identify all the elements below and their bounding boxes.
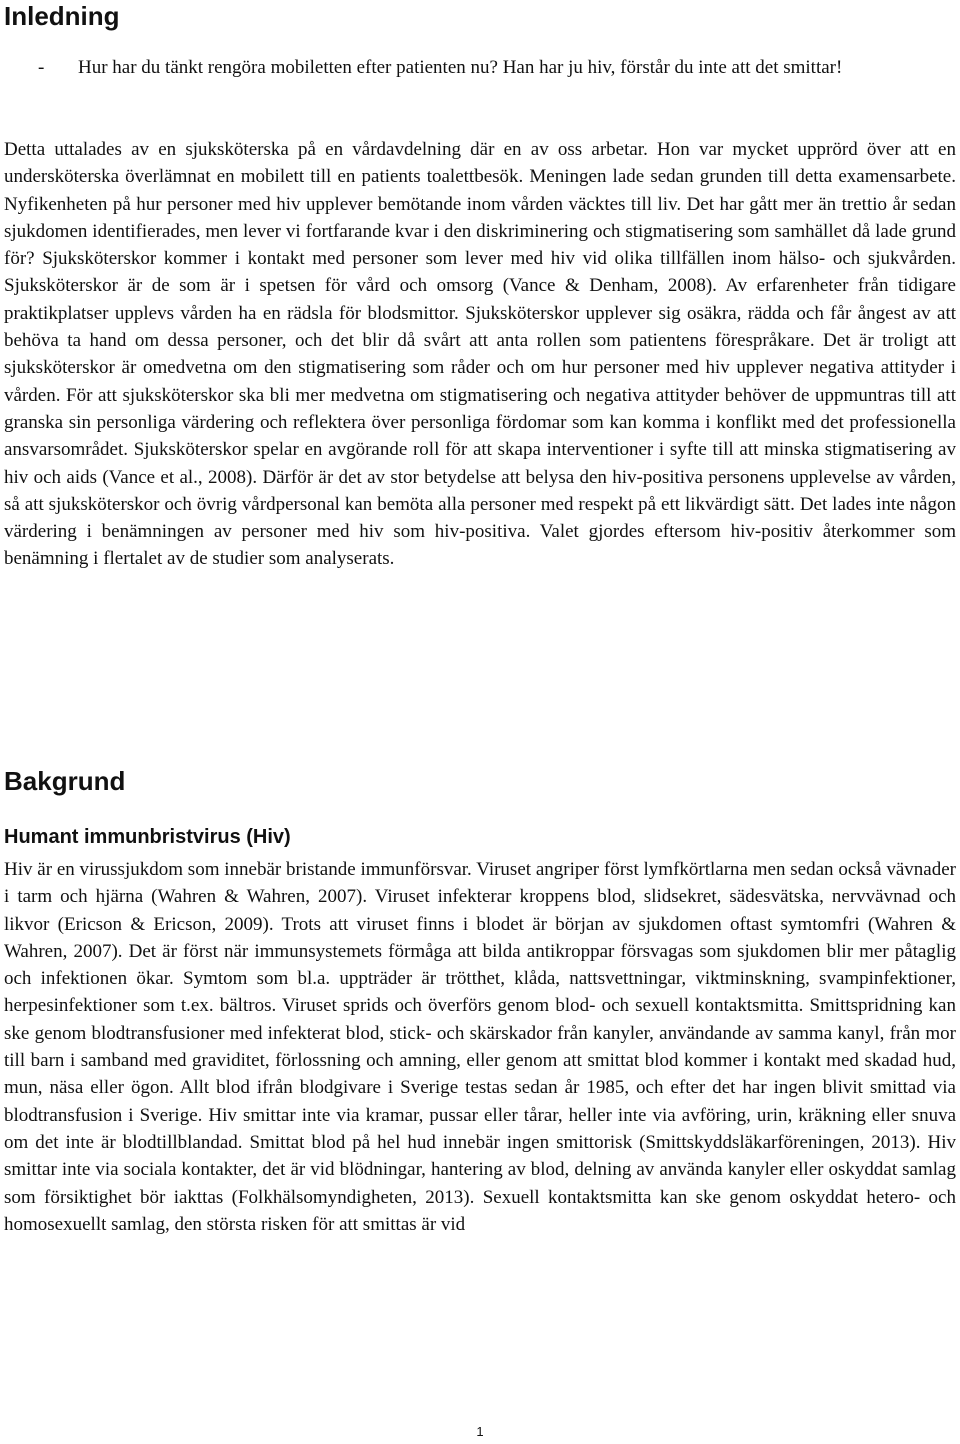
quote-dash: -	[38, 57, 45, 78]
paragraph-inledning: Detta uttalades av en sjuksköterska på en vårdavdelning där en av oss arbetar. Hon var mycket upprörd över att en undersköterska överlämnat en mobilett till en patients toalettbesök. Meningen lade sedan grunden till detta examensarbete. Nyfikenheten på hur personer med hiv upplever bemötande inom vården väcktes till liv. Det har gått mer än trettio år sedan sjukdomen identifierades, men lever vi fortfarande kvar i den diskriminering och stigmatisering som samhället då lade grund för? Sjuksköterskor kommer i kontakt med personer som lever med hiv vid olika tillfällen inom hälso- och sjukvården. Sjuksköterskor är de som är i spetsen för vård och omsorg (Vance & Denham, 2008). Av erfarenheter från tidigare praktikplatser upplevs vården ha en rädsla för blodsmittor. Sjuksköterskor upplever sig osäkra, rädda och får ångest av att behöva ta hand om dessa personer, och det blir då svårt att anta rollen som patientens förespråkare. Det är troligt att sjuksköterskor är omedvetna om den stigmatisering som råder och om hur personer med hiv upplever negativa attityder i vården. För att sjuksköterskor ska bli mer medvetna om stigmatisering och negativa attityder behöver de uppmuntras till att granska sin personliga värdering och reflektera över personliga fördomar som kan komma i konflikt med det professionella ansvarsområdet. Sjuksköterskor spelar en avgörande roll för att skapa interventioner i syfte till att minska stigmatisering av hiv och aids (Vance et al., 2008). Därför är det av stor betydelse att belysa den hiv-positiva personens upplevelse av vården, så att sjuksköterskor och övrig vårdpersonal kan bemöta alla personer med respekt på ett likvärdigt sätt. Det lades inte någon värdering i benämningen av personer med hiv som hiv-positiva. Valet gjordes eftersom hiv-positiv återkommer som benämning i flertalet av de studier som analyserats.	[4, 139, 956, 570]
heading-bakgrund: Bakgrund	[4, 766, 126, 796]
page-number: 1	[476, 1424, 484, 1439]
heading-inledning: Inledning	[4, 1, 120, 31]
paragraph-hiv: Hiv är en virussjukdom som innebär bristande immunförsvar. Viruset angriper först lymfkörtlarna men sedan också vävnader i tarm och hjärna (Wahren & Wahren, 2007). Viruset infekterar kroppens blod, slidsekret, sädesvätska, nervvävnad och likvor (Ericson & Ericson, 2009). Trots att viruset finns i blodet är början av sjukdomen oftast symtomfri (Wahren & Wahren, 2007). Det är först när immunsystemets förmåga att bilda antikroppar försvagas som sjukdomen blir mer påtaglig och infektionen ökar. Symtom som bl.a. uppträder är trötthet, klåda, nattsvettningar, viktminskning, svampinfektioner, herpesinfektioner som t.ex. bältros. Viruset sprids och överförs genom blod- och sexuell kontaktsmitta. Smittspridning kan ske genom blodtransfusioner med infekterat blod, stick- och skärskador från kanyler, användande av samma kanyl, från mor till barn i samband med graviditet, förlossning och amning, eller genom att smittat blod kommer i kontakt med skadad hud, mun, näsa eller ögon. Allt blod ifrån blodgivare i Sverige testas sedan år 1985, och efter det har ingen blivit smittad via blodtransfusion i Sverige. Hiv smittar inte via kramar, pussar eller tårar, heller inte via avföring, urin, kräkning eller snuva om det inte är blodtillblandad. Smittat blod på hel hud innebär ingen smittorisk (Smittskyddsläkarföreningen, 2013). Hiv smittar inte via sociala kontakter, det är vid blödningar, hantering av blod, delning av använda kanyler eller oskyddat samlag som försiktighet bör iakttas (Folkhälsomyndigheten, 2013). Sexuell kontaktsmitta kan ske genom oskyddat hetero- och homosexuellt samlag, den största risken för att smittas är vid	[4, 859, 956, 1235]
quote-text: Hur har du tänkt rengöra mobiletten efter patienten nu? Han har ju hiv, förstår du inte att det smittar!	[78, 57, 843, 78]
heading-hiv: Humant immunbristvirus (Hiv)	[4, 826, 291, 848]
quote-block	[4, 54, 956, 81]
